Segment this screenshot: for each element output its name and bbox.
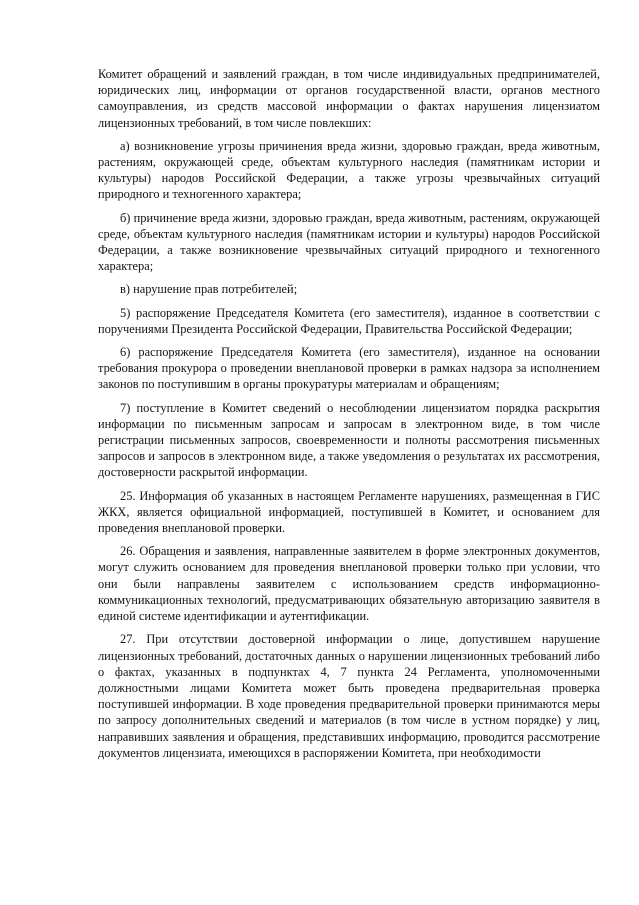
paragraph-intro: Комитет обращений и заявлений граждан, в том числе индивидуальных предпринимателей, юридических лиц, информации от органов государственной власти, органов местного самоуправления, из средств массовой информации о фактах нарушения лицензиатом лицензионных требований, в том числе повлекших: (98, 67, 600, 130)
paragraph-section-27: 27. При отсутствии достоверной информации о лице, допустившем нарушение лицензионных требований, достаточных данных о нарушении лицензионных требований либо о фактах, указанных в подпунктах 4, 7 пункта 24 Регламента, уполномоченными должностными лицами Комитета может быть проведена предварительная проверка поступившей информации. В ходе проведения предварительной проверки принимаются меры по запросу дополнительных сведений и материалов (в том числе в устном порядке) у лиц, направивших заявления и обращения, представивших информацию, проводится рассмотрение документов лицензиата, имеющихся в распоряжении Комитета, при необходимости (98, 632, 600, 760)
paragraph-item-b: б) причинение вреда жизни, здоровью граждан, вреда животным, растениям, окружающей среде, объектам культурного наследия (памятникам истории и культуры) народов Российской Федерации, а также возникновение чрезвычайных ситуаций природного и техногенного характера; (98, 210, 600, 274)
document-page (98, 66, 600, 768)
paragraph-item-7: 7) поступление в Комитет сведений о несоблюдении лицензиатом порядка раскрытия информации по письменным запросам и запросам в электронном виде, в том числе регистрации письменных запросов, своевременности и полноты рассмотрения письменных запросов и запросов в электронном виде, а также уведомления о результатах их рассмотрения, достоверности раскрытой информации. (98, 400, 600, 480)
paragraph-item-v: в) нарушение прав потребителей; (120, 282, 298, 297)
paragraph-item-5: 5) распоряжение Председателя Комитета (его заместителя), изданное в соответствии с поручениями Президента Российской Федерации, Правительства Российской Федерации; (98, 305, 600, 336)
paragraph-section-25: 25. Информация об указанных в настоящем Регламенте нарушениях, размещенная в ГИС ЖКХ, является официальной информацией, поступившей в Комитет, и основанием для проведения внеплановой проверки. (98, 488, 600, 536)
paragraph-section-26: 26. Обращения и заявления, направленные заявителем в форме электронных документов, могут служить основанием для проведения внеплановой проверки только при условии, что они были направлены заявителем с использованием средств информационно-коммуникационных технологий, предусматривающих обязательную авторизацию заявителя в единой системе идентификации и аутентификации. (98, 544, 600, 624)
paragraph-item-6: 6) распоряжение Председателя Комитета (его заместителя), изданное на основании требования прокурора о проведении внеплановой проверки в рамках надзора за исполнением законов по поступившим в органы прокуратуры материалам и обращениям; (98, 345, 600, 392)
paragraph-item-a: а) возникновение угрозы причинения вреда жизни, здоровью граждан, вреда животным, растениям, окружающей среде, объектам культурного наследия (памятникам истории и культуры) народов Российской Федерации, а также угрозы чрезвычайных ситуаций природного и техногенного характера; (98, 138, 600, 202)
